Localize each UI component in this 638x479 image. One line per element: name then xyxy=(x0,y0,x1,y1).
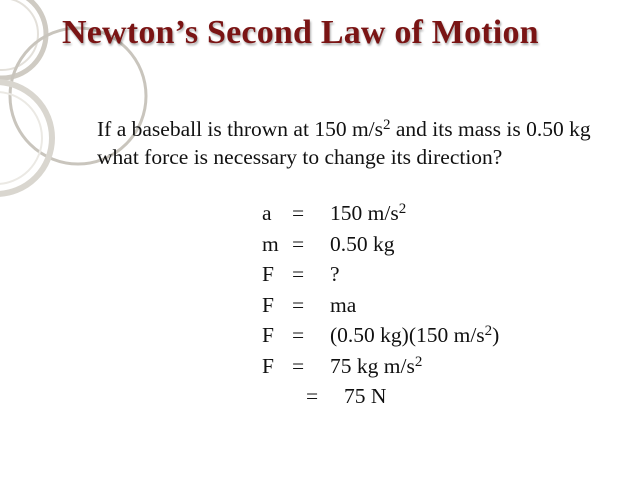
problem-exponent: 2 xyxy=(383,117,391,133)
slide-title: Newton’s Second Law of Motion xyxy=(62,14,539,51)
equation-row: F = 75 kg $m/s^2$ xyxy=(262,353,423,378)
equation-row: F = (0.50 kg)(150 $m/s^2$) xyxy=(262,323,500,347)
equation-row: F = ma xyxy=(262,292,357,317)
problem-statement xyxy=(97,115,607,171)
problem-text-1: If a baseball is thrown at 150 m/s xyxy=(97,117,384,141)
solution-steps xyxy=(262,198,499,412)
problem-text-2: and its mass is 0.50 kg what force is necessary to change its direction? xyxy=(97,117,591,169)
equation-row: m = 0.50 kg xyxy=(262,231,395,256)
deco-circle-left-inner xyxy=(0,92,42,184)
equation-row: F = ? xyxy=(262,262,340,286)
equation-row-continuation: = 75 N xyxy=(306,384,387,408)
equation-row: a = 150 $m/s^2$ xyxy=(262,201,407,225)
